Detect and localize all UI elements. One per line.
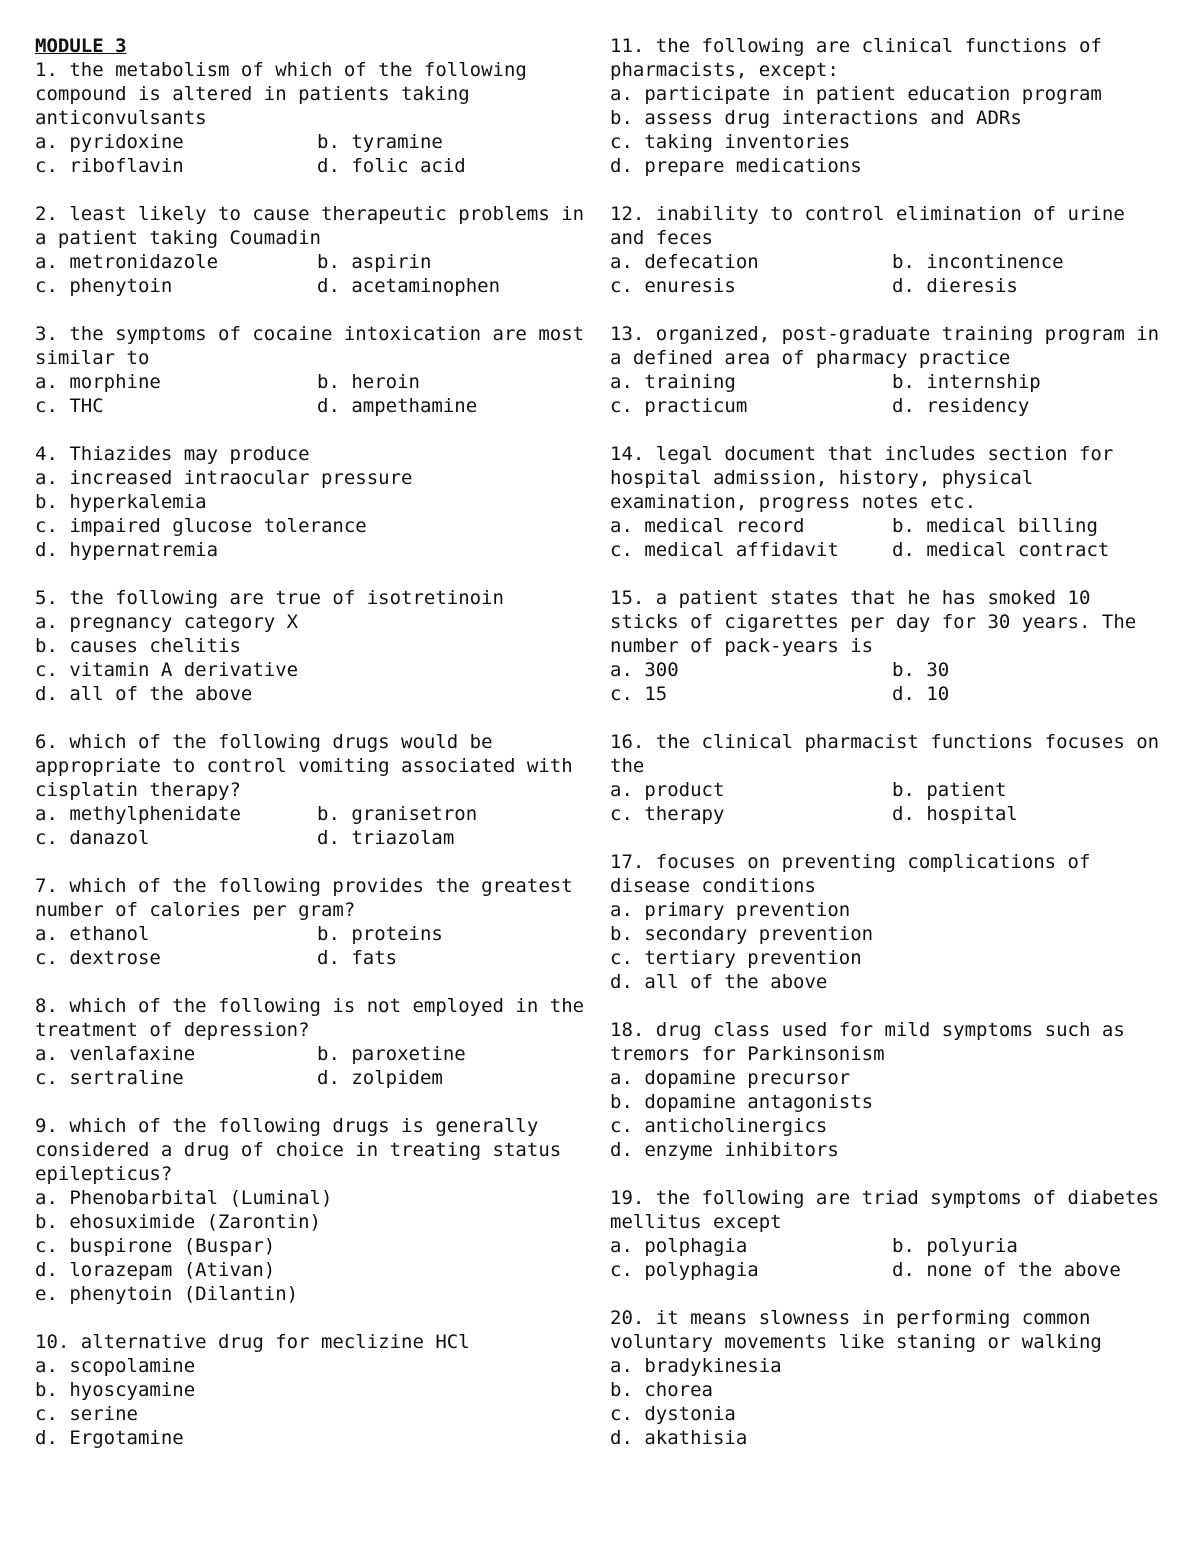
q4-option-d: d. hypernatremia <box>35 539 219 561</box>
question-10 <box>35 1330 587 1450</box>
q12-option-b: b. incontinence <box>892 251 1064 273</box>
q7-option-b: b. proteins <box>317 923 443 945</box>
q2-option-a: a. metronidazole <box>35 251 219 273</box>
q2-option-d: d. acetaminophen <box>317 275 501 297</box>
left-column <box>35 34 596 1450</box>
q16-option-b: b. patient <box>892 779 1007 801</box>
q3-option-c: c. THC <box>35 395 104 417</box>
q17-option-c: c. tertiary prevention <box>610 947 862 969</box>
module-title: MODULE 3 <box>35 35 127 57</box>
q18-option-d: d. enzyme inhibitors <box>610 1139 839 1161</box>
question-9-text: 9. which of the following drugs is generally considered a drug of choice in treating status epilepticus? <box>35 1115 573 1185</box>
right-column <box>610 34 1170 1450</box>
q20-option-a: a. bradykinesia <box>610 1355 782 1377</box>
q1-option-b: b. tyramine <box>317 131 443 153</box>
question-8-text: 8. which of the following is not employed in the treatment of depression? <box>35 995 596 1041</box>
question-20 <box>610 1306 1170 1450</box>
q6-option-b: b. granisetron <box>317 803 478 825</box>
q12-option-a: a. defecation <box>610 251 759 273</box>
q8-option-c: c. sertraline <box>35 1067 184 1089</box>
question-4-text: 4. Thiazides may produce <box>35 443 310 465</box>
question-11-text: 11. the following are clinical functions of pharmacists, except: <box>610 35 1114 81</box>
question-7 <box>35 874 587 970</box>
q9-option-c: c. buspirone (Buspar) <box>35 1235 276 1257</box>
question-12 <box>610 202 1170 298</box>
q15-option-d: d. 10 <box>892 683 950 705</box>
question-19-text: 19. the following are triad symptoms of diabetes mellitus except <box>610 1187 1171 1233</box>
q11-option-d: d. prepare medications <box>610 155 862 177</box>
question-9 <box>35 1114 587 1306</box>
question-16-text: 16. the clinical pharmacist functions focuses on the <box>610 731 1171 777</box>
q18-option-c: c. anticholinergics <box>610 1115 828 1137</box>
q15-option-c: c. 15 <box>610 683 668 705</box>
q12-option-d: d. dieresis <box>892 275 1018 297</box>
question-5 <box>35 586 587 706</box>
q13-option-b: b. internship <box>892 371 1041 393</box>
q15-option-a: a. 300 <box>610 659 679 681</box>
question-16 <box>610 730 1170 826</box>
question-6-text: 6. which of the following drugs would be appropriate to control vomiting associated with cisplatin therapy? <box>35 731 585 801</box>
q18-option-a: a. dopamine precursor <box>610 1067 851 1089</box>
q10-option-a: a. scopolamine <box>35 1355 196 1377</box>
q11-option-c: c. taking inventories <box>610 131 851 153</box>
question-12-text: 12. inability to control elimination of urine and feces <box>610 203 1137 249</box>
q1-option-a: a. pyridoxine <box>35 131 184 153</box>
q7-option-c: c. dextrose <box>35 947 161 969</box>
q9-option-d: d. lorazepam (Ativan) <box>35 1259 276 1281</box>
q15-option-b: b. 30 <box>892 659 950 681</box>
q20-option-c: c. dystonia <box>610 1403 736 1425</box>
q3-option-b: b. heroin <box>317 371 420 393</box>
q13-option-c: c. practicum <box>610 395 748 417</box>
q3-option-a: a. morphine <box>35 371 161 393</box>
q9-option-b: b. ehosuximide (Zarontin) <box>35 1211 321 1233</box>
q16-option-d: d. hospital <box>892 803 1018 825</box>
q20-option-b: b. chorea <box>610 1379 713 1401</box>
question-5-text: 5. the following are true of isotretinoin <box>35 587 504 609</box>
q6-option-a: a. methylphenidate <box>35 803 241 825</box>
q14-option-d: d. medical contract <box>892 539 1110 561</box>
q16-option-a: a. product <box>610 779 725 801</box>
q4-option-c: c. impaired glucose tolerance <box>35 515 367 537</box>
q6-option-d: d. triazolam <box>317 827 455 849</box>
q14-option-b: b. medical billing <box>892 515 1098 537</box>
q11-option-a: a. participate in patient education program <box>610 83 1102 105</box>
question-19 <box>610 1186 1170 1282</box>
question-14 <box>610 442 1170 562</box>
q17-option-b: b. secondary prevention <box>610 923 874 945</box>
q19-option-d: d. none of the above <box>892 1259 1121 1281</box>
question-17-text: 17. focuses on preventing complications of disease conditions <box>610 851 1102 897</box>
question-13 <box>610 322 1170 418</box>
question-15 <box>610 586 1170 706</box>
q19-option-b: b. polyuria <box>892 1235 1018 1257</box>
q10-option-b: b. hyoscyamine <box>35 1379 196 1401</box>
q11-option-b: b. assess drug interactions and ADRs <box>610 107 1022 129</box>
q18-option-b: b. dopamine antagonists <box>610 1091 874 1113</box>
q9-option-e: e. phenytoin (Dilantin) <box>35 1283 299 1305</box>
q19-option-c: c. polyphagia <box>610 1259 759 1281</box>
q10-option-c: c. serine <box>35 1403 138 1425</box>
q8-option-a: a. venlafaxine <box>35 1043 196 1065</box>
question-17 <box>610 850 1170 994</box>
q14-option-a: a. medical record <box>610 515 805 537</box>
q2-option-b: b. aspirin <box>317 251 432 273</box>
question-4 <box>35 442 587 562</box>
question-3-text: 3. the symptoms of cocaine intoxication are most similar to <box>35 323 596 369</box>
question-18-text: 18. drug class used for mild symptoms such as tremors for Parkinsonism <box>610 1019 1137 1065</box>
q1-option-c: c. riboflavin <box>35 155 184 177</box>
q12-option-c: c. enuresis <box>610 275 736 297</box>
q6-option-c: c. danazol <box>35 827 150 849</box>
q19-option-a: a. polphagia <box>610 1235 748 1257</box>
question-10-text: 10. alternative drug for meclizine HCl <box>35 1331 470 1353</box>
question-6 <box>35 730 587 850</box>
q8-option-b: b. paroxetine <box>317 1043 466 1065</box>
q14-option-c: c. medical affidavit <box>610 539 839 561</box>
q3-option-d: d. ampethamine <box>317 395 478 417</box>
question-1-text: 1. the metabolism of which of the following compound is altered in patients taking anticonvulsants <box>35 59 539 129</box>
q16-option-c: c. therapy <box>610 803 725 825</box>
q2-option-c: c. phenytoin <box>35 275 173 297</box>
q1-option-d: d. folic acid <box>317 155 466 177</box>
question-7-text: 7. which of the following provides the greatest number of calories per gram? <box>35 875 585 921</box>
question-14-text: 14. legal document that includes section for hospital admission, history, physical examination, progress notes etc. <box>610 443 1125 513</box>
question-13-text: 13. organized, post-graduate training program in a defined area of pharmacy practice <box>610 323 1171 369</box>
q17-option-a: a. primary prevention <box>610 899 851 921</box>
question-8 <box>35 994 596 1090</box>
q13-option-d: d. residency <box>892 395 1030 417</box>
q4-option-b: b. hyperkalemia <box>35 491 207 513</box>
question-11 <box>610 34 1170 178</box>
question-2-text: 2. least likely to cause therapeutic problems in a patient taking Coumadin <box>35 203 596 249</box>
q17-option-d: d. all of the above <box>610 971 828 993</box>
question-3 <box>35 322 596 418</box>
q8-option-d: d. zolpidem <box>317 1067 443 1089</box>
question-1 <box>35 58 587 178</box>
q5-option-b: b. causes chelitis <box>35 635 241 657</box>
q7-option-d: d. fats <box>317 947 398 969</box>
question-2 <box>35 202 596 298</box>
question-20-text: 20. it means slowness in performing common voluntary movements like staning or walking <box>610 1307 1102 1353</box>
q5-option-d: d. all of the above <box>35 683 253 705</box>
q10-option-d: d. Ergotamine <box>35 1427 184 1449</box>
question-15-text: 15. a patient states that he has smoked 10 sticks of cigarettes per day for 30 years. The number of pack-years is <box>610 587 1148 657</box>
q9-option-a: a. Phenobarbital (Luminal) <box>35 1187 333 1209</box>
q5-option-c: c. vitamin A derivative <box>35 659 299 681</box>
q13-option-a: a. training <box>610 371 736 393</box>
q5-option-a: a. pregnancy category X <box>35 611 299 633</box>
question-18 <box>610 1018 1170 1162</box>
q4-option-a: a. increased intraocular pressure <box>35 467 413 489</box>
q20-option-d: d. akathisia <box>610 1427 748 1449</box>
q7-option-a: a. ethanol <box>35 923 150 945</box>
